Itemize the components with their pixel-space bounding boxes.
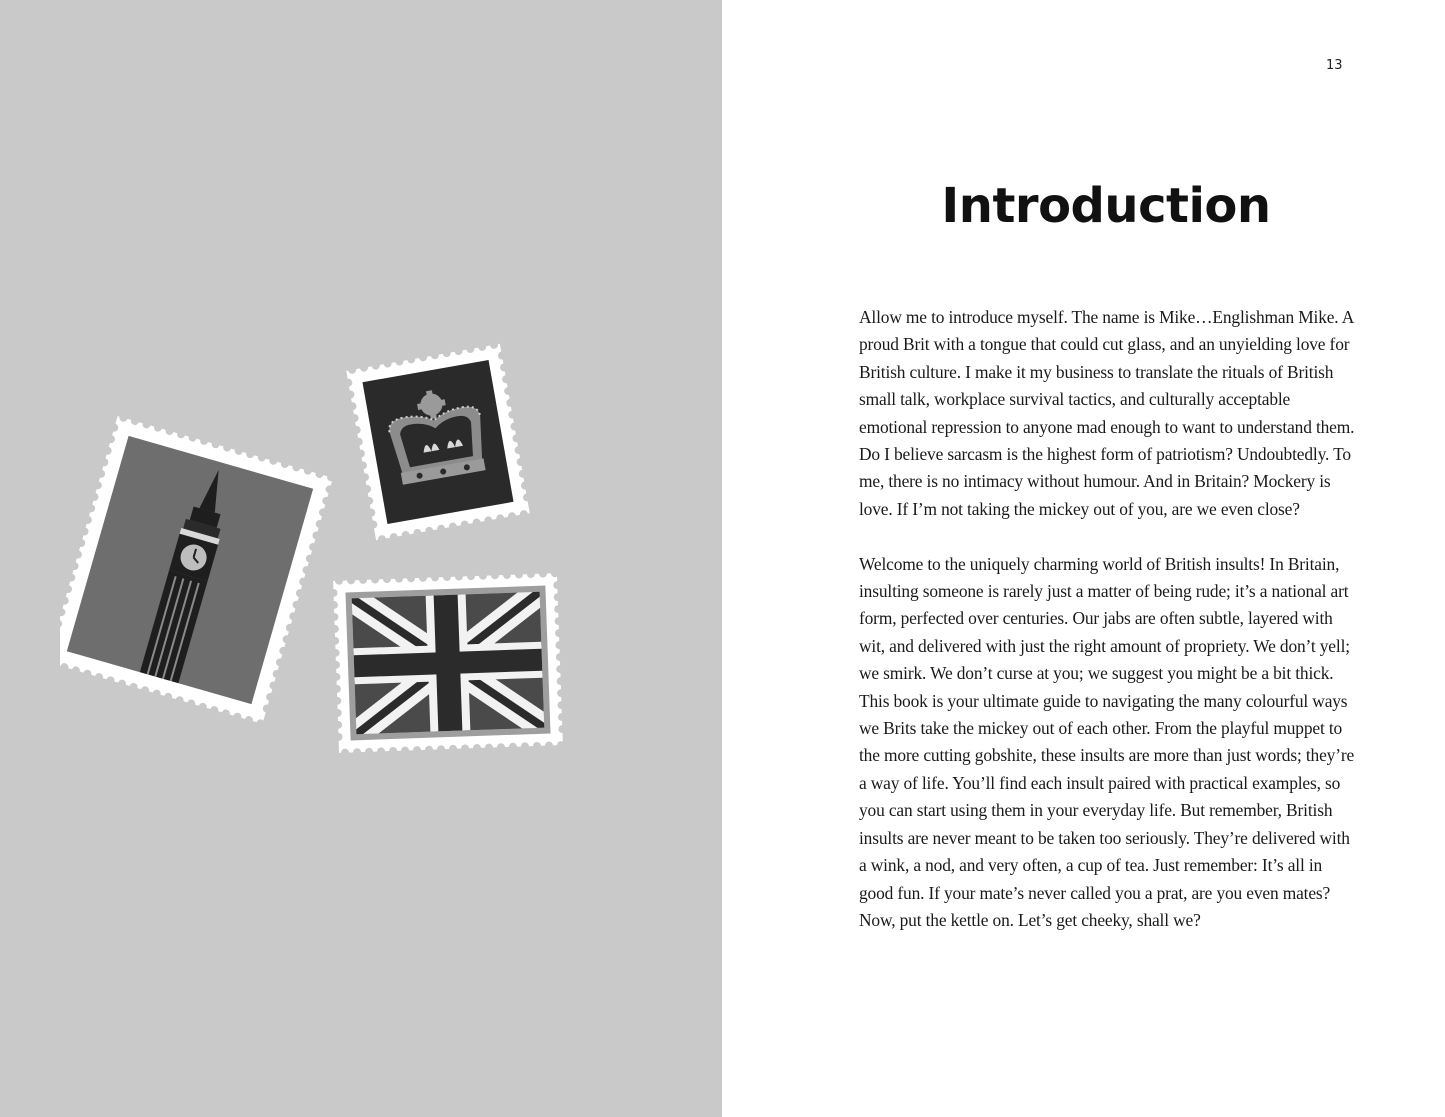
union-jack-icon — [352, 592, 545, 734]
left-page — [0, 0, 722, 1117]
big-ben-stamp — [60, 411, 338, 729]
crown-stamp — [342, 339, 535, 545]
paragraph-2: Welcome to the uniquely charming world of British insults! In Britain, insulting someone is rarely just a matter of being rude; it’s a national art form, perfected over centuries. Our jabs are often subtle, layered with wit, and delivered with just the right amount of propriety. We don’t yell; we smirk. We don’t curse at you; we suggest you might be a bit thick. This book is your ultimate guide to navigating the many colourful ways we Brits take the mickey out of each other. From the playful muppet to the more cutting gobshite, these insults are more than just words; they’re a way of life. You’ll find each insult paired with practical examples, so you can start using them in your everyday life. But remember, British insults are never meant to be taken too seriously. They’re delivered with a wink, a nod, and very often, a cup of tea. Just remember: It’s all in good fun. If your mate’s never called you a prat, are you even mates? Now, put the kettle on. Let’s get cheeky, shall we? — [859, 553, 1355, 930]
paragraph-1: Allow me to introduce myself. The name is Mike…Englishman Mike. A proud Brit with a tongue that could cut glass, and an unyielding love for British culture. I make it my business to translate the rituals of British small talk, workplace survival tactics, and culturally acceptable emotional repression to anyone mad enough to want to understand them. Do I believe sarcasm is the highest form of patriotism? Undoubtedly. To me, there is no intimacy without humour. And in Britain? Mockery is love. If I’m not taking the mickey out of you, are we even close? — [859, 307, 1355, 519]
chapter-title: Introduction — [941, 178, 1271, 234]
page-number: 13 — [1326, 58, 1343, 73]
stamps-illustration — [60, 330, 580, 770]
body-text — [859, 304, 1359, 962]
union-jack-stamp — [329, 569, 567, 757]
